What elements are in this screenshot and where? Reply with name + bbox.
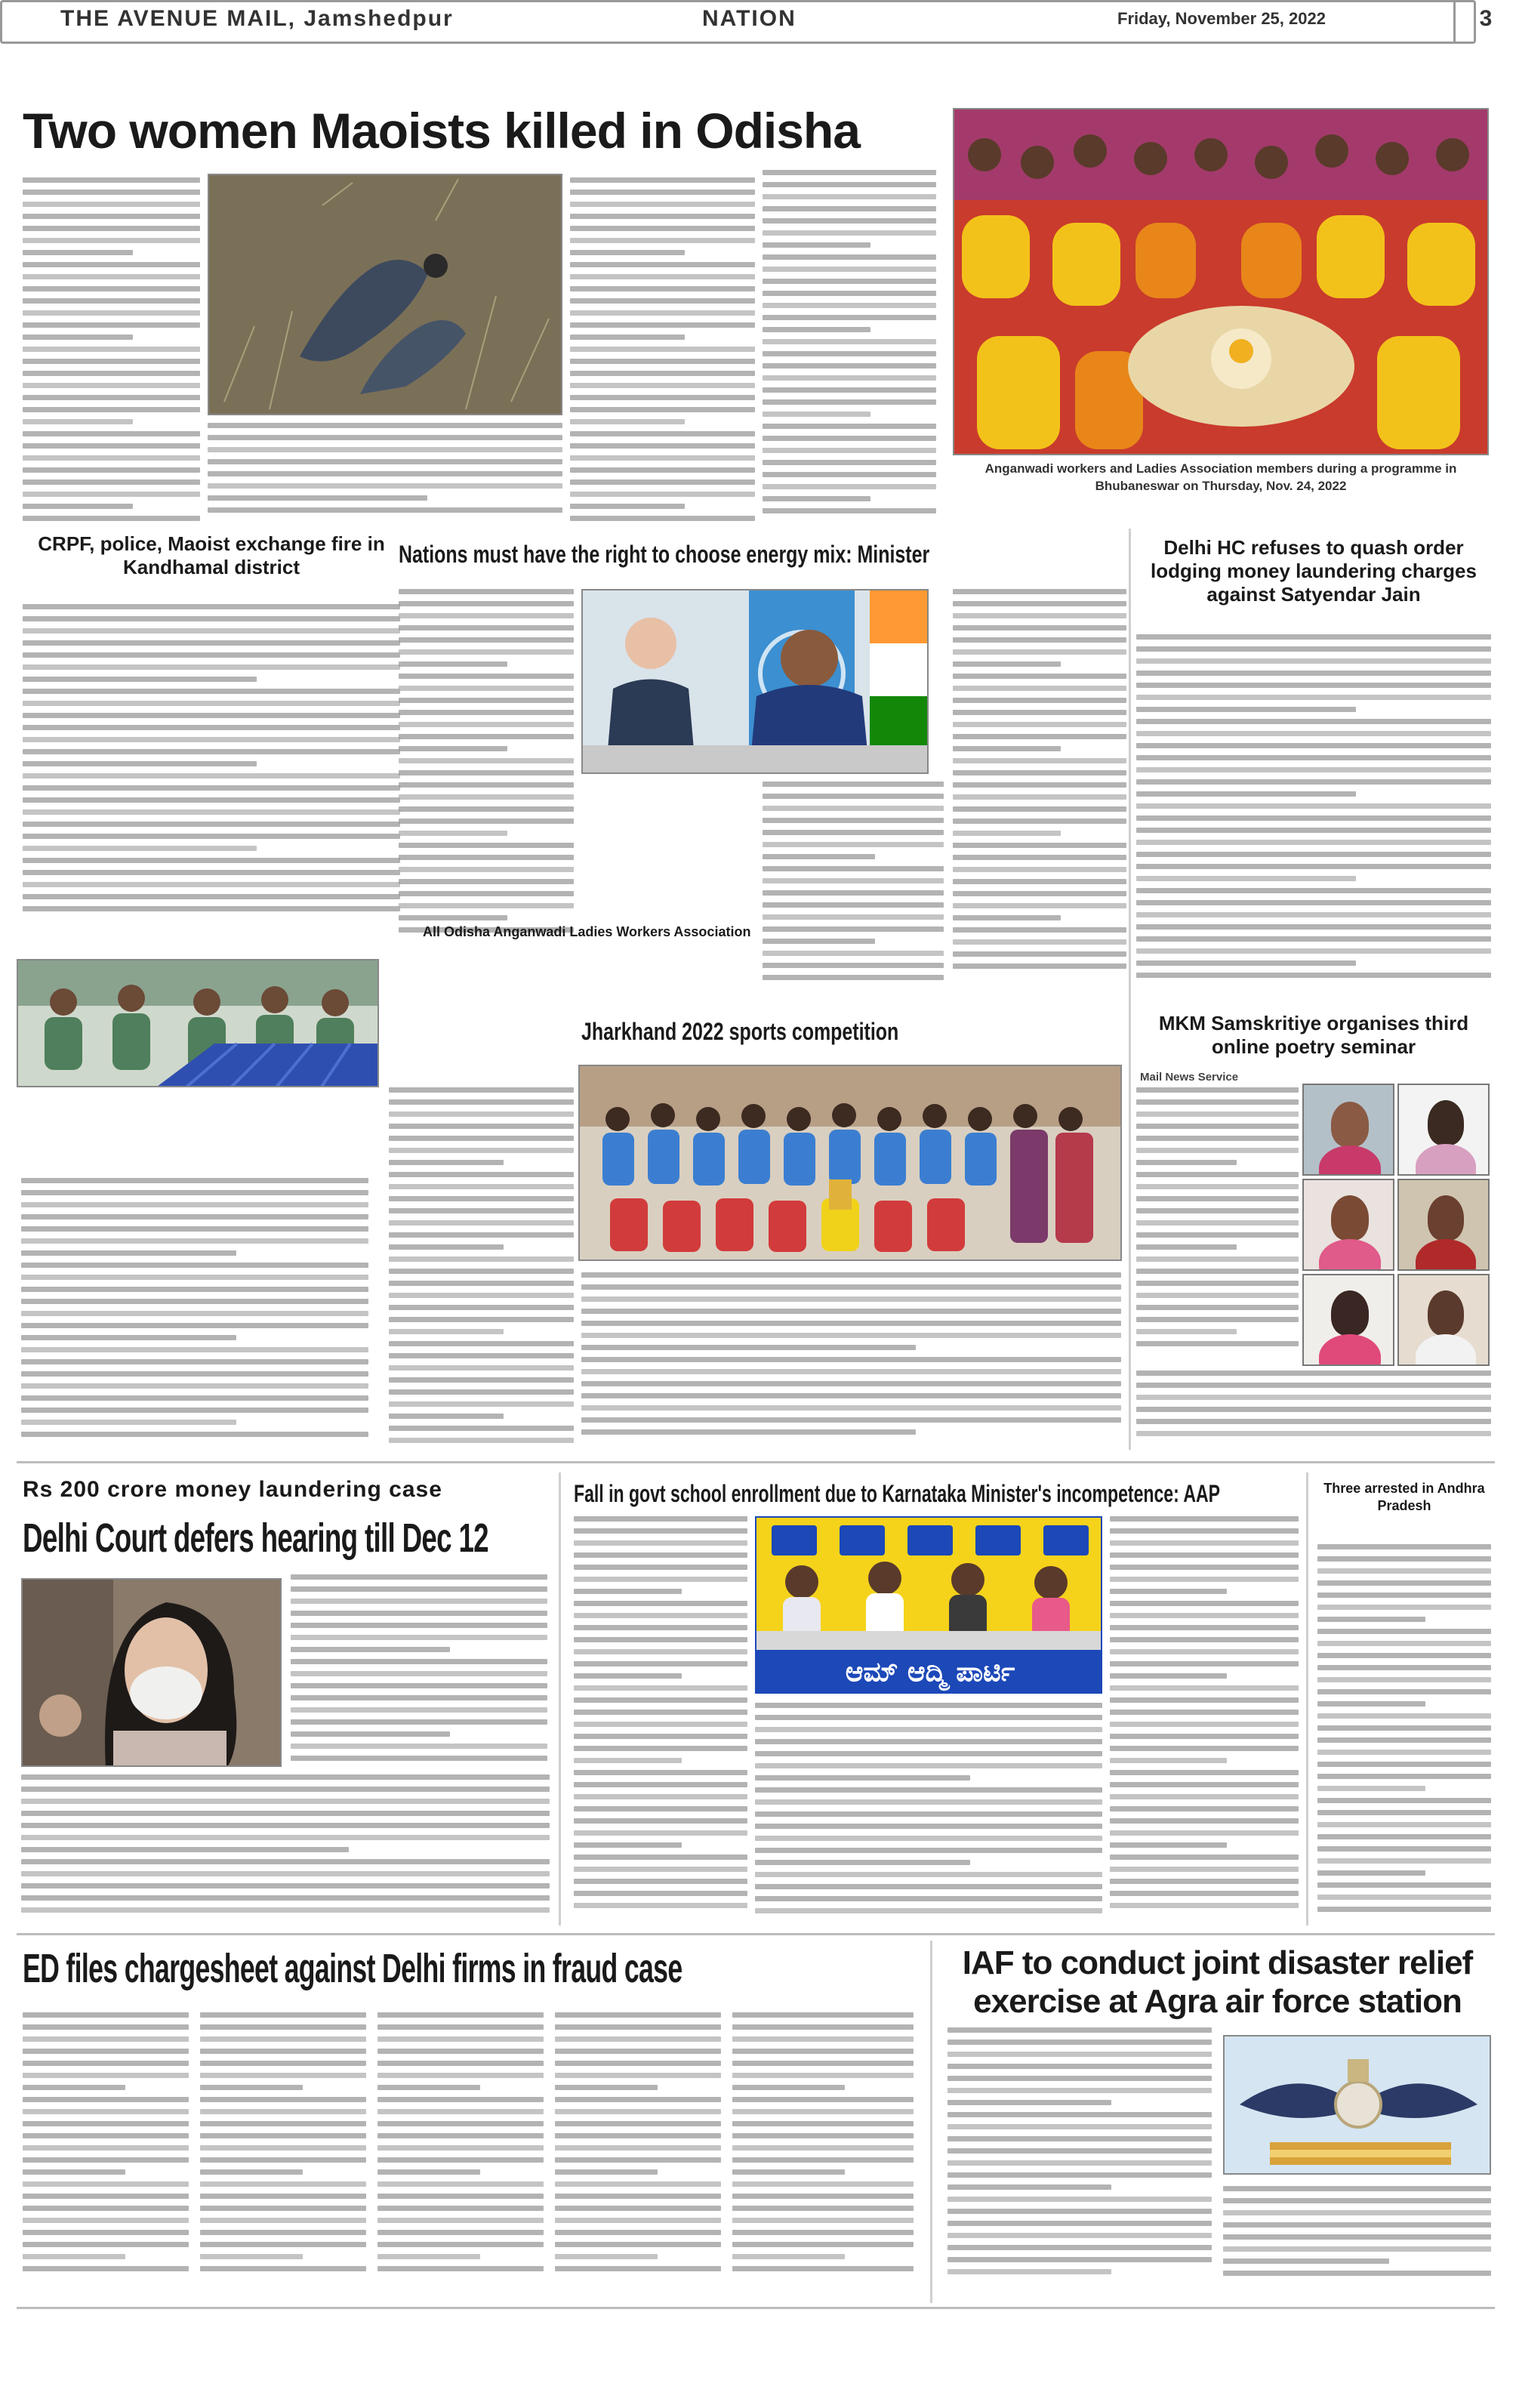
participant-body [1319,1239,1381,1271]
sports-headline: Jharkhand 2022 sports competition [581,1018,899,1045]
ed-body-col4 [555,2012,721,2284]
meeting-group-image [18,960,379,1087]
ed-headline: ED files chargesheet against Delhi firms in fraud case [23,1946,683,1991]
participant-face [1428,1195,1464,1241]
section-name: NATION [702,6,797,31]
section-divider [17,1461,1495,1463]
mkm-dateline: Mail News Service [1140,1071,1239,1084]
page-number: 3 [1453,0,1516,42]
mkm-body-end [1136,1370,1491,1446]
money-laundering-headline: Delhi Court defers hearing till Dec 12 [23,1515,488,1561]
iaf-headline: IAF to conduct joint disaster relief exercise at Agra air force station [962,1944,1473,2020]
iaf-body-col2 [1223,2186,1491,2292]
participant-face [1428,1100,1464,1145]
maoists-photo [208,174,562,415]
participant-face [1331,1290,1369,1336]
energy-body-col1 [399,589,574,944]
delhi-hc-headline: Delhi HC refuses to quash order lodging money laundering charges against Satyendar Jain [1151,536,1477,606]
participant-tile [1302,1179,1394,1271]
aap-headline: Fall in govt school enrollment due to Karnataka Minister's incompetence: AAP [574,1480,1220,1507]
energy-headline: Nations must have the right to choose energy mix: Minister [399,541,930,568]
masthead [0,0,1493,44]
aap-press-photo [755,1516,1102,1694]
ed-body-col5 [732,2012,914,2284]
mkm-body [1136,1087,1299,1359]
participant-tile [1302,1084,1394,1176]
sports-photo [578,1065,1122,1261]
video-call-grid [1302,1084,1491,1367]
energy-body-col4 [953,589,1126,989]
ed-body-col2 [200,2012,366,2284]
anganwadi-caption: Anganwadi workers and Ladies Association members during a programme in Bhubaneswar on Thursday, Nov. 24, 2022 [984,461,1457,493]
bodies-in-grass-image [209,175,562,415]
column-rule [1306,1472,1308,1925]
air-force-wings-badge-image [1225,2036,1491,2175]
section-divider [17,1933,1495,1935]
participant-face [1428,1290,1464,1336]
maoists-body-col4 [763,170,936,525]
energy-body-col3 [763,782,944,993]
issue-date: Friday, November 25, 2022 [1117,9,1326,28]
money-laundering-body-col2 [291,1574,547,1771]
ed-body-col3 [377,2012,544,2284]
participant-body [1319,1334,1381,1366]
crowd-image [954,109,1489,455]
association-photo [17,959,379,1087]
association-body [21,1178,368,1450]
participant-tile [1397,1274,1490,1366]
iaf-wings-photo [1223,2035,1491,2175]
aap-banner: ಆಮ್ ಆದ್ಮಿ ಪಾರ್ಟಿ [756,1650,1102,1694]
participant-face [1331,1102,1369,1147]
two-men-at-table-image [583,590,929,774]
participant-face [1331,1195,1369,1241]
aap-press-conference-image [756,1518,1102,1650]
woman-in-mask-image [23,1580,282,1767]
maoists-body-col1 [23,177,200,525]
paper-name: THE AVENUE MAIL, Jamshedpur [60,6,454,31]
side-brief-body [1317,1544,1491,1922]
page-bottom-rule [17,2307,1495,2309]
sports-body [581,1272,1121,1446]
accused-photo [21,1578,282,1767]
aap-body-col2 [755,1703,1102,1922]
mkm-headline: MKM Samskritiye organises third online poetry seminar [1158,1012,1469,1059]
aap-body-col4 [1110,1516,1299,1924]
association-body-col2 [389,1087,574,1450]
ed-body-col1 [23,2012,189,2284]
maoists-sub-headline: CRPF, police, Maoist exchange fire in Kandhamal district [38,532,385,579]
participant-body [1416,1239,1476,1271]
iaf-body-col1 [948,2027,1212,2292]
association-headline: All Odisha Anganwadi Ladies Workers Association [423,924,751,939]
maoists-body-under-photo [208,423,562,521]
anganwadi-photo [953,108,1489,455]
column-rule [930,1941,932,2303]
maoists-headline: Two women Maoists killed in Odisha [23,103,860,159]
aap-body-col1 [574,1516,747,1924]
participant-tile [1302,1274,1394,1366]
girls-football-team-image [580,1066,1122,1261]
maoists-body-col3 [570,177,755,525]
participant-tile [1397,1084,1490,1176]
participant-body [1416,1334,1476,1366]
minister-photo [581,589,929,774]
column-rule [559,1472,561,1925]
money-laundering-kicker: Rs 200 crore money laundering case [23,1477,442,1502]
participant-body [1416,1144,1476,1176]
side-brief-headline: Three arrested in Andhra Pradesh [1323,1481,1485,1514]
column-rule [1129,529,1131,1450]
maoists-sub-body [23,604,400,921]
delhi-hc-body [1136,634,1491,989]
participant-tile [1397,1179,1490,1271]
money-laundering-body [21,1774,550,1925]
participant-body [1319,1145,1381,1176]
